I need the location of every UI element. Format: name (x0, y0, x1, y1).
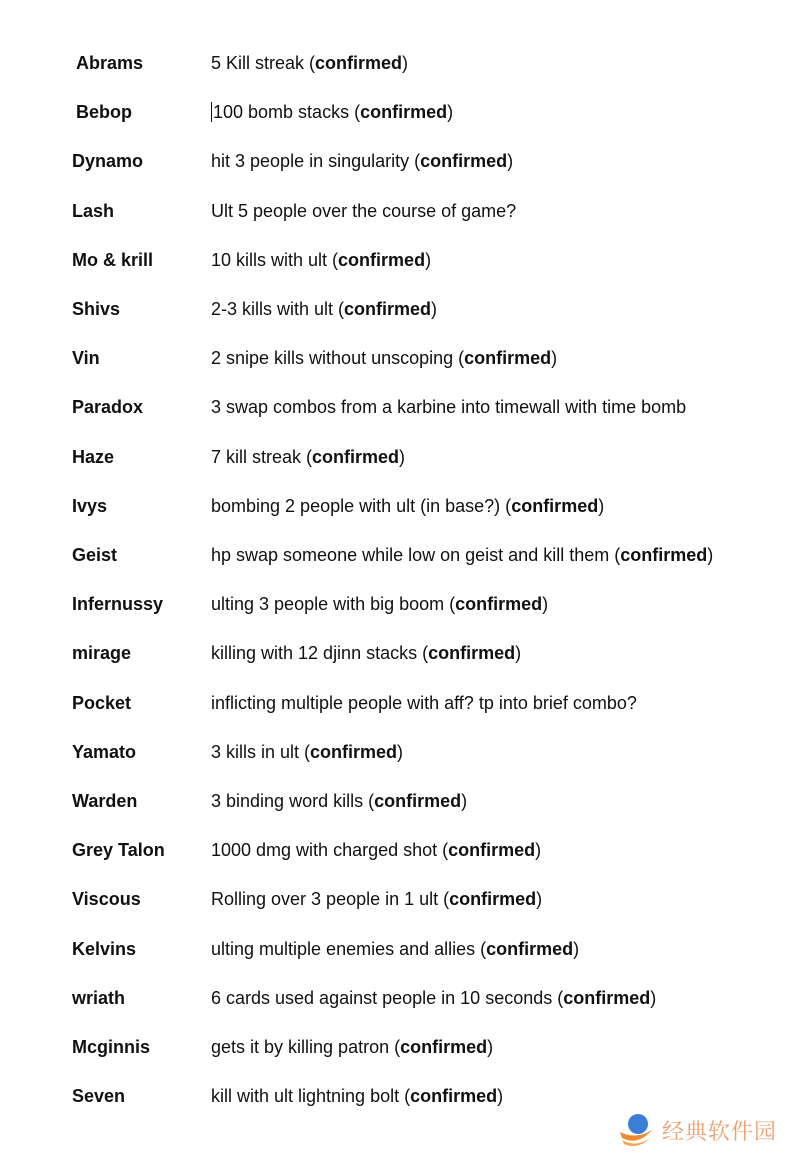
challenge-description (211, 589, 548, 619)
challenge-description (211, 343, 557, 373)
challenge-description (211, 835, 541, 865)
description-text: kill with ult lightning bolt ( (211, 1086, 411, 1107)
confirmed-label: confirmed (486, 938, 574, 959)
challenge-description (211, 97, 453, 127)
description-text: inflicting multiple people with aff? tp into brief combo? (211, 692, 637, 713)
closing-paren: ) (425, 249, 432, 270)
confirmed-label: confirmed (511, 495, 599, 516)
description-text: 3 binding word kills ( (211, 791, 375, 811)
description-text: 3 kills in ult ( (211, 741, 311, 762)
description-text: 6 cards used against people in 10 seconds ( (211, 987, 564, 1008)
confirmed-label: confirmed (310, 741, 398, 762)
confirmed-label: confirmed (449, 889, 537, 910)
challenge-description (211, 245, 431, 275)
description-text: killing with 12 djinn stacks ( (211, 643, 429, 664)
closing-paren: ) (431, 299, 438, 319)
confirmed-label: confirmed (374, 791, 462, 811)
description-text: 5 Kill streak ( (211, 53, 316, 73)
closing-paren: ) (515, 643, 522, 664)
hero-name: Warden (72, 791, 138, 811)
list-item (0, 1032, 800, 1062)
closing-paren: ) (650, 987, 657, 1008)
watermark (616, 1110, 777, 1150)
confirmed-label: confirmed (448, 840, 536, 861)
closing-paren: ) (536, 889, 543, 910)
description-text: 2-3 kills with ult ( (211, 299, 345, 319)
list-item (0, 540, 800, 570)
challenge-description (211, 934, 579, 964)
hero-name: mirage (72, 643, 132, 664)
closing-paren: ) (707, 545, 714, 565)
list-item (0, 835, 800, 865)
hero-name: Haze (72, 446, 115, 467)
list-item (0, 638, 800, 668)
description-text: 1000 dmg with charged shot ( (211, 840, 449, 861)
confirmed-label: confirmed (420, 151, 508, 172)
hero-name: wriath (72, 987, 126, 1008)
closing-paren: ) (397, 741, 404, 762)
list-item (0, 934, 800, 964)
list-item (0, 146, 800, 176)
description-text: 100 bomb stacks ( (213, 102, 361, 123)
hero-name: Vin (72, 348, 100, 369)
closing-paren: ) (399, 446, 406, 467)
description-text: 7 kill streak ( (211, 446, 313, 467)
description-text: hp swap someone while low on geist and kill them ( (211, 545, 621, 565)
hero-name: Dynamo (72, 151, 144, 172)
challenge-description (211, 540, 713, 570)
challenge-description (211, 884, 542, 914)
hero-name: Geist (72, 545, 118, 565)
hero-name: Viscous (72, 889, 141, 910)
list-item (0, 491, 800, 521)
closing-paren: ) (497, 1086, 504, 1107)
list-item (0, 343, 800, 373)
confirmed-label: confirmed (620, 545, 708, 565)
hero-name: Bebop (76, 102, 132, 123)
confirmed-label: confirmed (410, 1086, 498, 1107)
closing-paren: ) (461, 791, 468, 811)
challenge-description (211, 786, 467, 816)
hero-name: Kelvins (72, 938, 137, 959)
list-item (0, 245, 800, 275)
closing-paren: ) (551, 348, 558, 369)
challenge-description (211, 392, 686, 422)
closing-paren: ) (598, 495, 605, 516)
list-item (0, 589, 800, 619)
list-item (0, 884, 800, 914)
text-cursor (211, 102, 212, 122)
description-text: 10 kills with ult ( (211, 249, 339, 270)
confirmed-label: confirmed (338, 249, 426, 270)
hero-name: Pocket (72, 692, 132, 713)
confirmed-label: confirmed (315, 53, 403, 73)
watermark-text: 经典软件园 (662, 1119, 778, 1145)
challenge-description (211, 196, 516, 226)
confirmed-label: confirmed (464, 348, 552, 369)
list-item (0, 688, 800, 718)
list-item (0, 97, 800, 127)
hero-name: Lash (72, 200, 115, 221)
description-text: ulting multiple enemies and allies ( (211, 938, 487, 959)
closing-paren: ) (535, 840, 542, 861)
challenge-description (211, 1032, 493, 1062)
list-item (0, 48, 800, 78)
hero-name: Grey Talon (72, 840, 165, 861)
site-logo-icon (616, 1110, 656, 1150)
closing-paren: ) (402, 53, 409, 73)
closing-paren: ) (447, 102, 454, 123)
challenge-description (211, 737, 403, 767)
description-text: Ult 5 people over the course of game? (211, 200, 517, 221)
hero-name: Seven (72, 1086, 126, 1107)
hero-name: Mcginnis (72, 1037, 151, 1057)
hero-name: Infernussy (72, 594, 164, 615)
confirmed-label: confirmed (563, 987, 651, 1008)
list-item (0, 786, 800, 816)
list-item (0, 983, 800, 1013)
closing-paren: ) (487, 1037, 494, 1057)
confirmed-label: confirmed (344, 299, 432, 319)
description-text: gets it by killing patron ( (211, 1037, 401, 1057)
hero-name: Shivs (72, 299, 121, 319)
hero-name: Ivys (72, 495, 108, 516)
challenge-description (211, 294, 437, 324)
list-item (0, 294, 800, 324)
challenge-description (211, 638, 521, 668)
list-item (0, 737, 800, 767)
description-text: hit 3 people in singularity ( (211, 151, 421, 172)
confirmed-label: confirmed (400, 1037, 488, 1057)
description-text: bombing 2 people with ult (in base?) ( (211, 495, 512, 516)
hero-name: Yamato (72, 741, 137, 762)
hero-name: Abrams (76, 53, 144, 73)
closing-paren: ) (507, 151, 514, 172)
description-text: ulting 3 people with big boom ( (211, 594, 456, 615)
hero-name: Mo & krill (72, 249, 154, 270)
description-text: 3 swap combos from a karbine into timewall with time bomb (211, 397, 687, 418)
list-item (0, 1081, 800, 1111)
description-text: 2 snipe kills without unscoping ( (211, 348, 465, 369)
hero-name: Paradox (72, 397, 144, 418)
challenge-description (211, 442, 405, 472)
challenge-description (211, 1081, 503, 1111)
challenge-description (211, 983, 656, 1013)
list-item (0, 392, 800, 422)
confirmed-label: confirmed (360, 102, 448, 123)
confirmed-label: confirmed (428, 643, 516, 664)
list-item (0, 442, 800, 472)
closing-paren: ) (573, 938, 580, 959)
confirmed-label: confirmed (312, 446, 400, 467)
closing-paren: ) (542, 594, 549, 615)
challenge-description (211, 146, 513, 176)
description-text: Rolling over 3 people in 1 ult ( (211, 889, 450, 910)
confirmed-label: confirmed (455, 594, 543, 615)
challenge-description (211, 491, 604, 521)
challenge-description (211, 48, 408, 78)
challenge-description (211, 688, 637, 718)
list-item (0, 196, 800, 226)
